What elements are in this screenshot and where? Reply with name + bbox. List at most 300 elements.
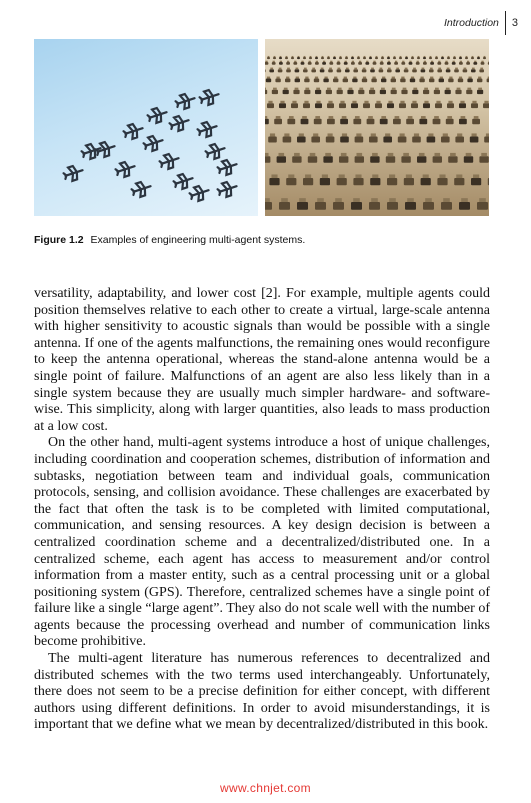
robot-unit — [433, 119, 441, 124]
robot-unit — [285, 78, 290, 82]
robot-unit — [375, 103, 382, 108]
robot-unit-top — [356, 133, 361, 136]
robot-unit — [277, 156, 286, 163]
robot-unit — [459, 119, 467, 124]
robot-unit — [455, 90, 461, 94]
robot-unit-top — [316, 61, 318, 62]
robot-unit — [315, 202, 326, 210]
page-number: 3 — [511, 17, 518, 29]
robot-unit — [411, 57, 414, 59]
robot-unit-top — [302, 116, 307, 119]
robot-unit-top — [460, 56, 462, 57]
robot-unit — [423, 57, 426, 59]
robot-unit — [326, 90, 332, 94]
robot-unit-top — [423, 174, 429, 178]
robot-unit — [304, 90, 310, 94]
robot-unit — [417, 57, 420, 59]
robot-unit — [473, 62, 477, 65]
robot-unit-top — [443, 198, 450, 202]
robot-unit — [437, 69, 442, 72]
robot-unit-top — [457, 88, 461, 90]
robot-unit-top — [457, 133, 462, 136]
robot-unit-top — [294, 153, 300, 156]
robot-unit — [459, 103, 466, 108]
robot-unit — [454, 178, 464, 185]
robot-unit-top — [445, 61, 447, 62]
robot-unit-top — [424, 56, 426, 57]
robot-unit — [421, 69, 426, 72]
robot-unit-top — [467, 88, 471, 90]
robot-unit-top — [316, 88, 320, 90]
robot-unit — [301, 62, 305, 65]
robot-unit-top — [316, 56, 318, 57]
robot-unit — [471, 178, 481, 185]
robot-unit-top — [450, 153, 456, 156]
robot-unit-top — [325, 153, 331, 156]
robot-unit-top — [434, 116, 439, 119]
robot-unit — [465, 57, 468, 59]
robot-unit — [484, 136, 489, 142]
robot-unit-top — [417, 61, 419, 62]
robot-unit — [292, 156, 301, 163]
robot-unit — [297, 202, 308, 210]
robot-unit-top — [284, 133, 289, 136]
robot-unit-top — [421, 116, 426, 119]
robot-unit-top — [411, 77, 414, 79]
robot-unit — [301, 119, 309, 124]
robot-unit — [370, 69, 375, 72]
robot-unit-top — [265, 88, 266, 90]
robot-unit — [472, 119, 480, 124]
robot-unit — [453, 57, 456, 59]
robot-unit — [371, 78, 376, 82]
robot-unit — [466, 62, 470, 65]
robot-unit — [423, 103, 430, 108]
robot-unit — [267, 57, 270, 59]
robot-unit — [303, 69, 308, 72]
jet-silhouette — [198, 88, 220, 107]
figure-caption-text: Examples of engineering multi-agent systems. — [90, 234, 306, 246]
robot-unit-top — [327, 88, 331, 90]
robot-unit-top — [464, 68, 467, 70]
robot-unit-top — [363, 77, 366, 79]
robot-unit-top — [413, 88, 417, 90]
robot-swarm-image — [265, 39, 489, 216]
robot-unit — [340, 119, 348, 124]
robot-unit-top — [388, 153, 394, 156]
robot-unit-top — [389, 198, 396, 202]
watermark: www.chnjet.com — [220, 781, 311, 795]
robot-unit — [285, 57, 288, 59]
robot-unit — [303, 57, 306, 59]
robot-unit-top — [305, 174, 311, 178]
robot-unit — [314, 78, 319, 82]
robot-unit — [394, 62, 398, 65]
robot-unit — [347, 90, 353, 94]
robot-unit-top — [317, 198, 324, 202]
robot-unit — [337, 69, 342, 72]
robot-unit — [459, 202, 470, 210]
robot-unit-top — [265, 198, 270, 202]
robot-unit — [471, 103, 478, 108]
jet-silhouette — [158, 152, 180, 171]
robot-unit-top — [355, 116, 360, 119]
robot-unit-top — [364, 56, 366, 57]
robot-unit — [367, 119, 375, 124]
robot-unit — [419, 78, 424, 82]
robot-unit-top — [484, 101, 488, 103]
robot-unit-top — [316, 101, 320, 103]
robot-unit — [399, 103, 406, 108]
robot-unit — [362, 69, 367, 72]
robot-unit — [387, 202, 398, 210]
robot-unit-top — [356, 153, 362, 156]
robot-unit — [448, 156, 457, 163]
robot-unit — [373, 62, 377, 65]
robot-unit — [283, 136, 292, 142]
robot-unit — [265, 156, 270, 163]
robot-unit-top — [396, 68, 399, 70]
robot-unit — [267, 103, 274, 108]
robot-unit — [479, 69, 484, 72]
jet-silhouette — [122, 122, 144, 141]
robot-unit — [379, 69, 384, 72]
robot-unit-top — [364, 101, 368, 103]
robot-unit — [339, 57, 342, 59]
robot-unit-top — [460, 101, 464, 103]
robot-unit — [399, 57, 402, 59]
robot-unit-top — [395, 61, 397, 62]
robot-unit-top — [322, 56, 324, 57]
aircraft-formation-image — [34, 39, 258, 216]
robot-unit-top — [380, 68, 383, 70]
robot-unit-top — [473, 174, 479, 178]
robot-unit — [351, 202, 362, 210]
robot-unit-top — [406, 174, 412, 178]
robot-unit — [326, 136, 335, 142]
robot-unit — [315, 62, 319, 65]
robot-unit — [467, 78, 472, 82]
robot-unit — [409, 62, 413, 65]
robot-unit — [417, 156, 426, 163]
robot-unit-top — [455, 68, 458, 70]
robot-unit-top — [296, 68, 299, 70]
robot-unit-top — [370, 56, 372, 57]
robot-unit — [272, 62, 276, 65]
robot-unit-top — [371, 133, 376, 136]
robot-unit — [446, 69, 451, 72]
robot-unit — [362, 78, 367, 82]
robot-unit — [333, 202, 344, 210]
robot-unit-top — [382, 56, 384, 57]
robot-unit — [291, 103, 298, 108]
robot-unit-top — [281, 198, 288, 202]
robot-unit — [314, 119, 322, 124]
robot-unit-top — [268, 56, 270, 57]
paragraph: versatility, adaptability, and lower cost [2]. For example, multiple agents could position themselves relative to each other to create a virtual, large-scale antenna with higher sensitivity to acoustic signals than would be possible with a single antenna. If one of the agents malfunctions, the remaining ones would reconfigure to keep the antenna operational, whereas the stand-alone antenna would be a single point of failure. Malfunctions of an agent are also less likely than in a single system because they are usually much simpler hardware- and software-wise. This simplicity, along with larger quantities, also leads to mass production at a low cost. — [34, 286, 490, 434]
robot-unit — [380, 90, 386, 94]
robot-unit-top — [315, 77, 318, 79]
robot-unit — [387, 69, 392, 72]
robot-unit — [320, 178, 330, 185]
robot-unit-top — [461, 116, 466, 119]
robot-unit — [321, 57, 324, 59]
robot-unit — [481, 62, 485, 65]
robot-unit — [454, 69, 459, 72]
robot-unit-top — [418, 56, 420, 57]
robot-unit — [363, 57, 366, 59]
robot-unit — [327, 57, 330, 59]
robot-unit — [483, 57, 486, 59]
robot-unit-top — [447, 68, 450, 70]
robot-unit — [463, 69, 468, 72]
robot-unit — [459, 62, 463, 65]
paragraph: On the other hand, multi-agent systems introduce a host of unique challenges, including coordination and cooperation schemes, distribution of information and subtasks, negotiation between team and individual goals, communication protocols, sensing, and collision avoidance. These challenges are exacerbated by the fact that often the task is to be completed with limited computational, communication, and sensing resources. A key design decision is between a centralized coordination scheme and a decentralized/distributed one. In a centralized scheme, each agent has access to measurement and/or control information from a master entity, such as a central processing unit or a global positioning system (GPS). Therefore, centralized schemes have a single point of failure like a single “large agent”. They also do not scale well with the number of agents because the processing overhead and number of communication links become prohibitive. — [34, 435, 490, 650]
robot-unit-top — [372, 77, 375, 79]
jet-silhouette — [204, 142, 226, 161]
robot-unit — [315, 90, 321, 94]
robot-unit — [363, 103, 370, 108]
robot-unit-top — [352, 101, 356, 103]
robot-unit-top — [346, 56, 348, 57]
robot-unit — [404, 178, 414, 185]
robot-unit — [327, 103, 334, 108]
robot-unit — [487, 78, 489, 82]
robot-unit — [369, 136, 378, 142]
robot-unit-top — [403, 153, 409, 156]
robot-unit-top — [388, 101, 392, 103]
robot-unit-top — [372, 153, 378, 156]
robot-unit — [466, 90, 472, 94]
robot-unit — [458, 78, 463, 82]
robot-unit — [386, 156, 395, 163]
robot-unit-top — [435, 88, 439, 90]
robot-unit-top — [466, 56, 468, 57]
robot-unit-top — [424, 61, 426, 62]
robot-unit-top — [478, 77, 481, 79]
robot-unit-top — [305, 88, 309, 90]
robot-unit-top — [323, 61, 325, 62]
robot-unit — [351, 62, 355, 65]
robot-unit-top — [394, 56, 396, 57]
robot-unit-top — [405, 68, 408, 70]
robot-unit-top — [346, 68, 349, 70]
robot-unit-top — [480, 68, 483, 70]
robot-unit — [405, 202, 416, 210]
robot-unit-top — [339, 174, 345, 178]
body-text — [34, 286, 490, 734]
robot-unit-top — [363, 68, 366, 70]
robot-unit-top — [373, 61, 375, 62]
robot-unit — [387, 62, 391, 65]
robot-unit-top — [276, 77, 279, 79]
robot-unit-top — [310, 56, 312, 57]
robot-unit — [383, 136, 392, 142]
robot-unit-top — [388, 61, 390, 62]
robot-unit-top — [401, 77, 404, 79]
robot-unit — [351, 57, 354, 59]
robot-unit — [380, 62, 384, 65]
robot-unit — [265, 119, 269, 124]
robot-unit-top — [276, 116, 281, 119]
robot-unit-top — [442, 56, 444, 57]
robot-unit — [303, 103, 310, 108]
robot-unit — [434, 90, 440, 94]
robot-unit-top — [406, 56, 408, 57]
robot-unit-top — [389, 174, 395, 178]
robot-unit-top — [472, 101, 476, 103]
robot-unit — [353, 119, 361, 124]
robot-unit — [380, 119, 388, 124]
robot-unit — [381, 78, 386, 82]
robot-unit-top — [478, 56, 480, 57]
robot-unit-top — [335, 198, 342, 202]
robot-unit — [429, 57, 432, 59]
robot-unit — [345, 69, 350, 72]
robot-unit-top — [431, 61, 433, 62]
robot-unit-top — [430, 77, 433, 79]
robot-unit-top — [400, 56, 402, 57]
robot-unit-top — [474, 116, 479, 119]
robot-unit — [279, 62, 283, 65]
robot-unit-top — [273, 61, 275, 62]
robot-unit — [395, 69, 400, 72]
robot-unit — [337, 62, 341, 65]
robot-unit-top — [366, 61, 368, 62]
robot-unit-top — [395, 116, 400, 119]
robot-unit-top — [341, 153, 347, 156]
robot-unit — [287, 119, 295, 124]
robot-unit-top — [329, 68, 332, 70]
robot-unit — [437, 178, 447, 185]
robot-unit — [275, 78, 280, 82]
robot-unit-top — [440, 77, 443, 79]
robot-unit-top — [328, 101, 332, 103]
robot-unit-top — [309, 61, 311, 62]
robot-unit-top — [334, 77, 337, 79]
robot-unit-top — [388, 68, 391, 70]
robot-unit — [393, 119, 401, 124]
robot-unit-top — [400, 133, 405, 136]
figure-caption — [34, 234, 494, 246]
robot-unit — [370, 156, 379, 163]
robot-unit — [339, 156, 348, 163]
robot-unit-top — [412, 56, 414, 57]
robot-unit-top — [295, 88, 299, 90]
robot-unit — [308, 156, 317, 163]
robot-unit-top — [287, 68, 290, 70]
robot-unit — [421, 178, 431, 185]
robot-unit-top — [478, 88, 482, 90]
robot-unit-top — [481, 61, 483, 62]
robot-unit — [435, 103, 442, 108]
robot-unit — [333, 78, 338, 82]
robot-unit — [411, 103, 418, 108]
robot-unit — [471, 57, 474, 59]
robot-unit-top — [284, 88, 288, 90]
robot-unit — [345, 57, 348, 59]
robot-unit-top — [370, 88, 374, 90]
robot-unit — [435, 57, 438, 59]
robot-unit-top — [430, 68, 433, 70]
robot-unit-top — [312, 68, 315, 70]
robot-unit-top — [274, 56, 276, 57]
robot-unit-top — [342, 133, 347, 136]
robot-unit — [369, 202, 380, 210]
robot-unit — [488, 62, 489, 65]
robot-unit-top — [407, 198, 414, 202]
robot-unit-top — [438, 68, 441, 70]
robot-unit-top — [409, 61, 411, 62]
jet-silhouette — [114, 160, 136, 179]
robot-unit — [293, 90, 299, 94]
robot-unit-top — [388, 56, 390, 57]
robot-unit-top — [424, 101, 428, 103]
robot-unit — [412, 69, 417, 72]
robot-unit — [441, 136, 450, 142]
robot-unit-top — [279, 68, 282, 70]
robot-unit — [441, 57, 444, 59]
robot-unit — [375, 57, 378, 59]
robot-unit — [439, 78, 444, 82]
robot-unit-top — [456, 174, 462, 178]
robot-unit — [353, 69, 358, 72]
robot-unit — [430, 62, 434, 65]
robot-unit-top — [299, 133, 304, 136]
jet-silhouette — [142, 134, 164, 153]
robot-unit-top — [392, 77, 395, 79]
robot-unit — [381, 57, 384, 59]
robot-unit — [470, 136, 479, 142]
robot-unit — [323, 156, 332, 163]
robot-unit-top — [338, 68, 341, 70]
robot-unit — [455, 136, 464, 142]
jet-silhouette — [130, 180, 152, 199]
robot-unit — [279, 202, 290, 210]
robot-unit — [352, 78, 357, 82]
robot-unit — [477, 90, 483, 94]
robot-unit-top — [298, 56, 300, 57]
jet-silhouette — [216, 158, 238, 177]
robot-unit-top — [329, 116, 334, 119]
robot-unit — [353, 178, 363, 185]
robot-unit — [410, 78, 415, 82]
robot-unit — [406, 119, 414, 124]
robot-unit — [477, 57, 480, 59]
robot-unit-top — [315, 116, 320, 119]
robot-unit-top — [358, 56, 360, 57]
robot-unit-top — [376, 56, 378, 57]
robot-unit-top — [381, 88, 385, 90]
robot-unit-top — [422, 68, 425, 70]
robot-unit-top — [436, 56, 438, 57]
robot-unit — [355, 136, 364, 142]
robot-unit-top — [420, 77, 423, 79]
robot-unit-top — [414, 133, 419, 136]
robot-unit — [445, 62, 449, 65]
robot-unit — [387, 57, 390, 59]
robot-unit — [293, 62, 297, 65]
robot-unit — [295, 69, 300, 72]
robot-unit-top — [454, 56, 456, 57]
robot-unit-top — [286, 56, 288, 57]
jet-silhouette — [62, 164, 84, 183]
robot-unit — [370, 178, 380, 185]
robot-unit — [459, 57, 462, 59]
robot-unit — [423, 202, 434, 210]
robot-unit — [391, 90, 397, 94]
robot-unit-top — [472, 68, 475, 70]
